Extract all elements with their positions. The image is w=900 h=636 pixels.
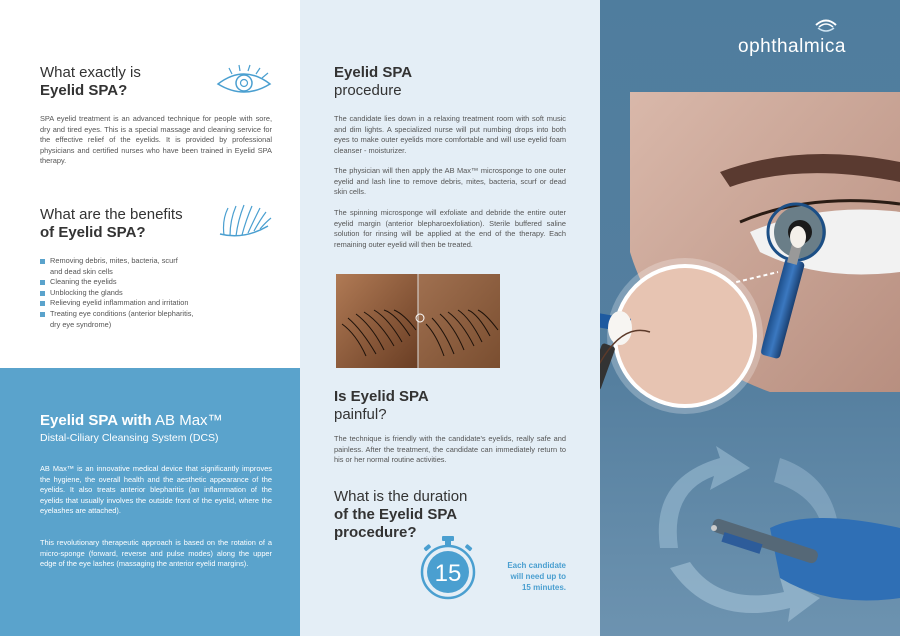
painful-heading bbox=[334, 388, 429, 424]
benefits-title-line1: What are the benefits bbox=[40, 206, 183, 223]
middle-panel bbox=[300, 0, 600, 636]
procedure-title-line1: Eyelid SPA bbox=[334, 64, 413, 81]
duration-note-line2: will need up to bbox=[510, 572, 566, 581]
painful-text: The technique is friendly with the candidate's eyelids, really safe and painless. After the treatment, the candidate can immediately return to his or her normal routine activities. bbox=[334, 434, 566, 465]
procedure-text-3: The spinning microsponge will exfoliate and debride the entire outer eyelid margin (anterior blepharoexfoliation). Sterile buffered saline solution for rinsing will be applied at the end of the therapy. Each remaining outer eyelid will then be treated. bbox=[334, 208, 566, 249]
eye-treatment-illustration bbox=[600, 92, 900, 422]
benefits-title-line2: of Eyelid SPA? bbox=[40, 224, 146, 241]
benefit-item: Relieving eyelid inflammation and irritation bbox=[40, 298, 280, 309]
eye-icon bbox=[214, 62, 274, 98]
duration-title-line3: procedure? bbox=[334, 524, 417, 541]
duration-note-line3: 15 minutes. bbox=[521, 583, 566, 592]
abmax-subtitle: Distal-Ciliary Cleansing System (DCS) bbox=[40, 432, 219, 444]
benefits-heading bbox=[40, 206, 183, 242]
duration-note-line1: Each candidate bbox=[507, 561, 566, 570]
what-title-line1: What exactly is bbox=[40, 64, 141, 81]
eyelash-closeup-photo bbox=[336, 274, 500, 368]
duration-title-line2: of the Eyelid SPA bbox=[334, 506, 458, 523]
eyelashes-icon bbox=[214, 200, 274, 244]
stopwatch-icon bbox=[418, 534, 478, 600]
what-heading bbox=[40, 64, 141, 100]
benefit-item-cont: dry eye syndrome) bbox=[50, 319, 112, 329]
abmax-title-rest: AB Max™ bbox=[155, 412, 223, 429]
abmax-title-bold: Eyelid SPA with bbox=[40, 412, 152, 429]
benefit-item: Treating eye conditions (anterior blepharitis, bbox=[40, 309, 280, 320]
benefits-list bbox=[40, 256, 280, 330]
brand-name: ophthalmica bbox=[738, 36, 846, 57]
timer-value: 15 bbox=[434, 560, 462, 587]
duration-note bbox=[486, 560, 566, 593]
abmax-heading bbox=[40, 412, 223, 444]
abmax-text-1: AB Max™ is an innovative medical device that significantly improves the hygiene, the overall health and the aesthetic appearance of the eyelids. It also treats anterior blepharitis (an inflammation of the eyelids that usually involves the outside front of the eyelid, where the eyelashes are attached). bbox=[40, 464, 272, 516]
right-panel bbox=[600, 0, 900, 636]
procedure-text-2: The physician will then apply the AB Max™ microsponge to one outer eyelid and lash line to remove debris, mites, bacteria, scurf or dead skin cells. bbox=[334, 166, 566, 197]
benefit-item: Unblocking the glands bbox=[40, 288, 280, 299]
procedure-text-1: The candidate lies down in a relaxing treatment room with soft music and dim lights. A specialized nurse will put numbing drops into both eyes to make outer eyelids more comfortable and will use eyelid foam cleanser - moisturizer. bbox=[334, 114, 566, 155]
abmax-panel bbox=[0, 368, 300, 636]
what-text: SPA eyelid treatment is an advanced technique for people with sore, dry and tired eyes. This is a special massage and cleaning service for the effective relief of the eyelids. It is provided by professional physicians and certified nurses who have been trained in Eyelid SPA therapy. bbox=[40, 114, 272, 166]
benefit-item: Cleaning the eyelids bbox=[40, 277, 280, 288]
benefit-item-cont: and dead skin cells bbox=[50, 266, 113, 276]
what-title-line2: Eyelid SPA? bbox=[40, 82, 128, 99]
benefit-item: Removing debris, mites, bacteria, scurf bbox=[40, 256, 280, 267]
procedure-heading bbox=[334, 64, 412, 100]
brand-logo-icon bbox=[814, 16, 838, 34]
procedure-title-line2: procedure bbox=[334, 82, 402, 99]
painful-title-line1: Is Eyelid SPA bbox=[334, 388, 429, 405]
recycle-hands-illustration bbox=[630, 438, 900, 636]
duration-title-line1: What is the duration bbox=[334, 488, 468, 505]
abmax-text-2: This revolutionary therapeutic approach is based on the rotation of a micro-sponge (forward, reverse and pulse modes) along the upper edge of the eye lashes (massaging the anterior eyelid margins). bbox=[40, 538, 272, 569]
painful-title-line2: painful? bbox=[334, 406, 387, 423]
